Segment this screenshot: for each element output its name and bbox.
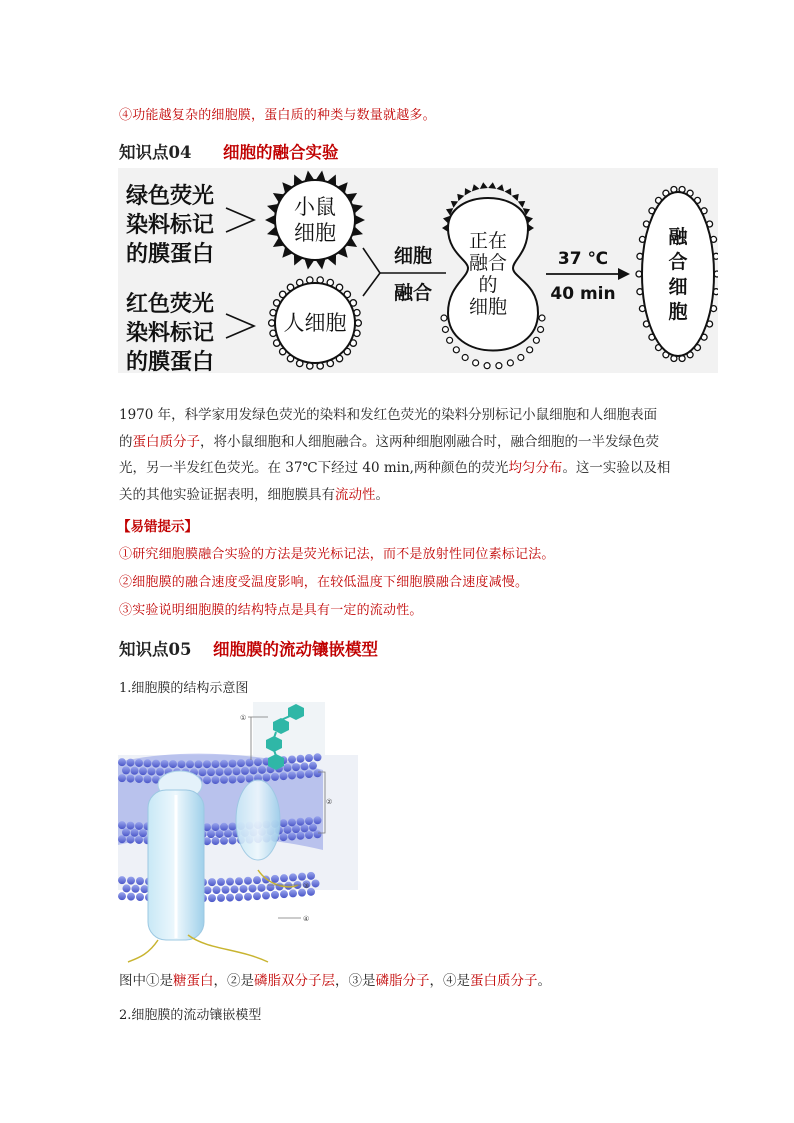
heading-kp05 [119,636,378,660]
green-label-line-2: 染料标记 [126,213,215,238]
fusing-cell-label-2: 融合 [468,252,508,274]
label-2: ② [326,798,333,806]
label-1: ① [240,714,247,722]
cell-fusion-diagram [118,168,718,373]
tip-item-1: ①研究细胞膜融合实验的方法是荧光标记法，而不是放射性同位素标记法。 [119,547,555,562]
para-text: 。 [375,486,389,503]
subheading-fluid-mosaic-model: 2.细胞膜的流动镶嵌模型 [119,1008,262,1023]
heading-kp04-title: 细胞的融合实验 [222,143,339,162]
para-highlight-uniform: 均匀分布 [508,460,563,476]
fused-cell-label-3: 细 [668,276,688,298]
heading-kp05-title: 细胞膜的流动镶嵌模型 [212,640,378,659]
caption-phospholipid: 磷脂分子 [375,973,430,989]
red-label-line-3: 的膜蛋白 [126,350,215,373]
green-label-line-3: 的膜蛋白 [126,242,215,267]
fused-cell-label-1: 融 [668,226,688,248]
caption-text: ，④是 [429,973,470,989]
caption-text: ，②是 [213,973,254,989]
human-cell [269,277,362,369]
caption-bilayer: 磷脂双分子层 [254,973,335,989]
condition-time: 40 min [550,284,616,304]
fusing-cell-label-1: 正在 [468,230,508,252]
condition-temperature: 37 ℃ [557,249,609,269]
caption-text: 图中①是 [119,973,173,989]
fusion-paragraph [119,402,679,508]
fusing-cell-label-3: 的 [478,274,498,296]
green-label-line-1: 绿色荧光 [126,184,215,209]
tip-item-3: ③实验说明细胞膜的结构特点是具有一定的流动性。 [119,603,423,618]
mouse-cell-label-2: 细胞 [294,221,336,245]
label-4: ④ [303,915,310,923]
para-line-2 [119,429,679,456]
membrane-caption [119,969,551,989]
tip-item-2: ②细胞膜的融合速度受温度影响，在较低温度下细胞膜融合速度减慢。 [119,575,529,590]
heading-kp04 [119,139,338,163]
fusing-cell-label-4: 细胞 [468,296,508,318]
subheading-structure-diagram: 1.细胞膜的结构示意图 [119,681,249,696]
membrane-structure-illustration [118,700,358,965]
para-text: 。这一实验以及相 [562,460,671,476]
label-3: ③ [303,882,310,890]
tips-title: 【易错提示】 [117,519,198,535]
caption-protein: 蛋白质分子 [470,973,538,989]
para-highlight-fluidity: 流动性 [335,486,376,503]
heading-kp05-label: 知识点05 [119,640,192,659]
heading-kp04-label: 知识点04 [119,143,192,162]
para-highlight-protein: 蛋白质分子 [132,433,200,450]
para-line-3 [119,455,679,482]
red-label-line-1: 红色荧光 [126,292,215,317]
mouse-cell-label-1: 小鼠 [294,195,336,219]
process-label-2: 融合 [393,282,433,304]
para-line-4 [119,482,679,509]
caption-text: 。 [537,973,551,989]
para-text: 关的其他实验证据表明，细胞膜具有 [119,486,335,503]
human-cell-label: 人细胞 [283,311,347,335]
top-note: ④功能越复杂的细胞膜，蛋白质的种类与数量就越多。 [119,108,436,123]
para-text: 的 [119,433,133,450]
para-text: 光，另一半发红色荧光。在 37℃下经过 40 min,两种颜色的荧光 [119,460,509,476]
process-label-1: 细胞 [393,245,433,267]
caption-text: ，③是 [335,973,376,989]
fused-cell-label-4: 胞 [668,301,688,323]
para-text: ，将小鼠细胞和人细胞融合。这两种细胞刚融合时，融合细胞的一半发绿色荧 [200,433,659,450]
para-line-1: 1970 年，科学家用发绿色荧光的染料和发红色荧光的染料分别标记小鼠细胞和人细胞表面 [119,407,658,423]
fused-cell-label-2: 合 [668,251,688,273]
caption-glycoprotein: 糖蛋白 [173,973,214,989]
red-label-line-2: 染料标记 [126,321,215,346]
